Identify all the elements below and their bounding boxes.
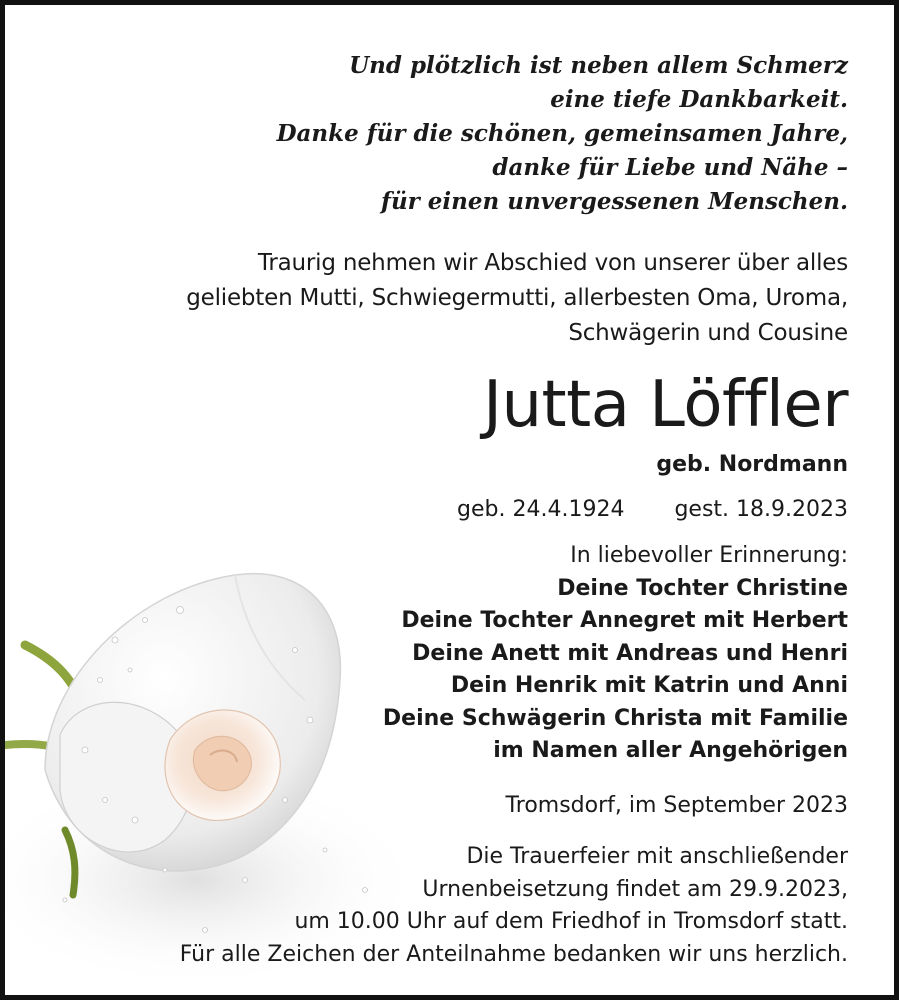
poem-line: für einen unvergessenen Menschen. [381, 188, 848, 215]
place-and-date: Tromsdorf, im September 2023 [505, 793, 848, 819]
poem-line: Und plötzlich ist neben allem Schmerz [349, 52, 848, 79]
intro-line: geliebten Mutti, Schwiegermutti, allerbesten Oma, Uroma, [186, 285, 848, 311]
deceased-name: Jutta Löffler [483, 368, 848, 442]
mourner-item: Deine Anett mit Andreas und Henri [412, 640, 848, 666]
ceremony-line: Für alle Zeichen der Anteilnahme bedanken wir uns herzlich. [179, 941, 848, 967]
ceremony-line: Die Trauerfeier mit anschließender [466, 844, 848, 870]
ceremony-line: Urnenbeisetzung findet am 29.9.2023, [422, 876, 848, 902]
mourner-item: Deine Tochter Christine [557, 576, 848, 601]
funeral-details [48, 841, 848, 971]
mourner-item: im Namen aller Angehörigen [493, 738, 848, 764]
ceremony-line: um 10.00 Uhr auf dem Friedhof in Tromsdorf statt. [294, 909, 848, 935]
maiden-name: geb. Nordmann [656, 452, 848, 477]
intro-line: Traurig nehmen wir Abschied von unserer über alles [257, 250, 848, 276]
mourners-list [48, 573, 848, 767]
mourner-item: Deine Schwägerin Christa mit Familie [382, 705, 848, 731]
mourner-item: Deine Tochter Annegret mit Herbert [401, 608, 848, 634]
mourner-item: Dein Henrik mit Katrin und Anni [450, 673, 848, 699]
memory-label: In liebevoller Erinnerung: [570, 543, 848, 568]
poem-line: eine tiefe Dankbarkeit. [550, 86, 848, 113]
poem-line: Danke für die schönen, gemeinsamen Jahre, [276, 120, 848, 147]
birth-date: geb. 24.4.1924 [457, 497, 625, 522]
life-dates [48, 493, 848, 527]
notice-text [48, 49, 848, 971]
poem-line: danke für Liebe und Nähe – [492, 154, 848, 181]
intro-line: Schwägerin und Cousine [568, 320, 848, 346]
farewell-intro [48, 246, 848, 351]
condolence-poem [48, 49, 848, 219]
death-date: gest. 18.9.2023 [674, 497, 848, 522]
